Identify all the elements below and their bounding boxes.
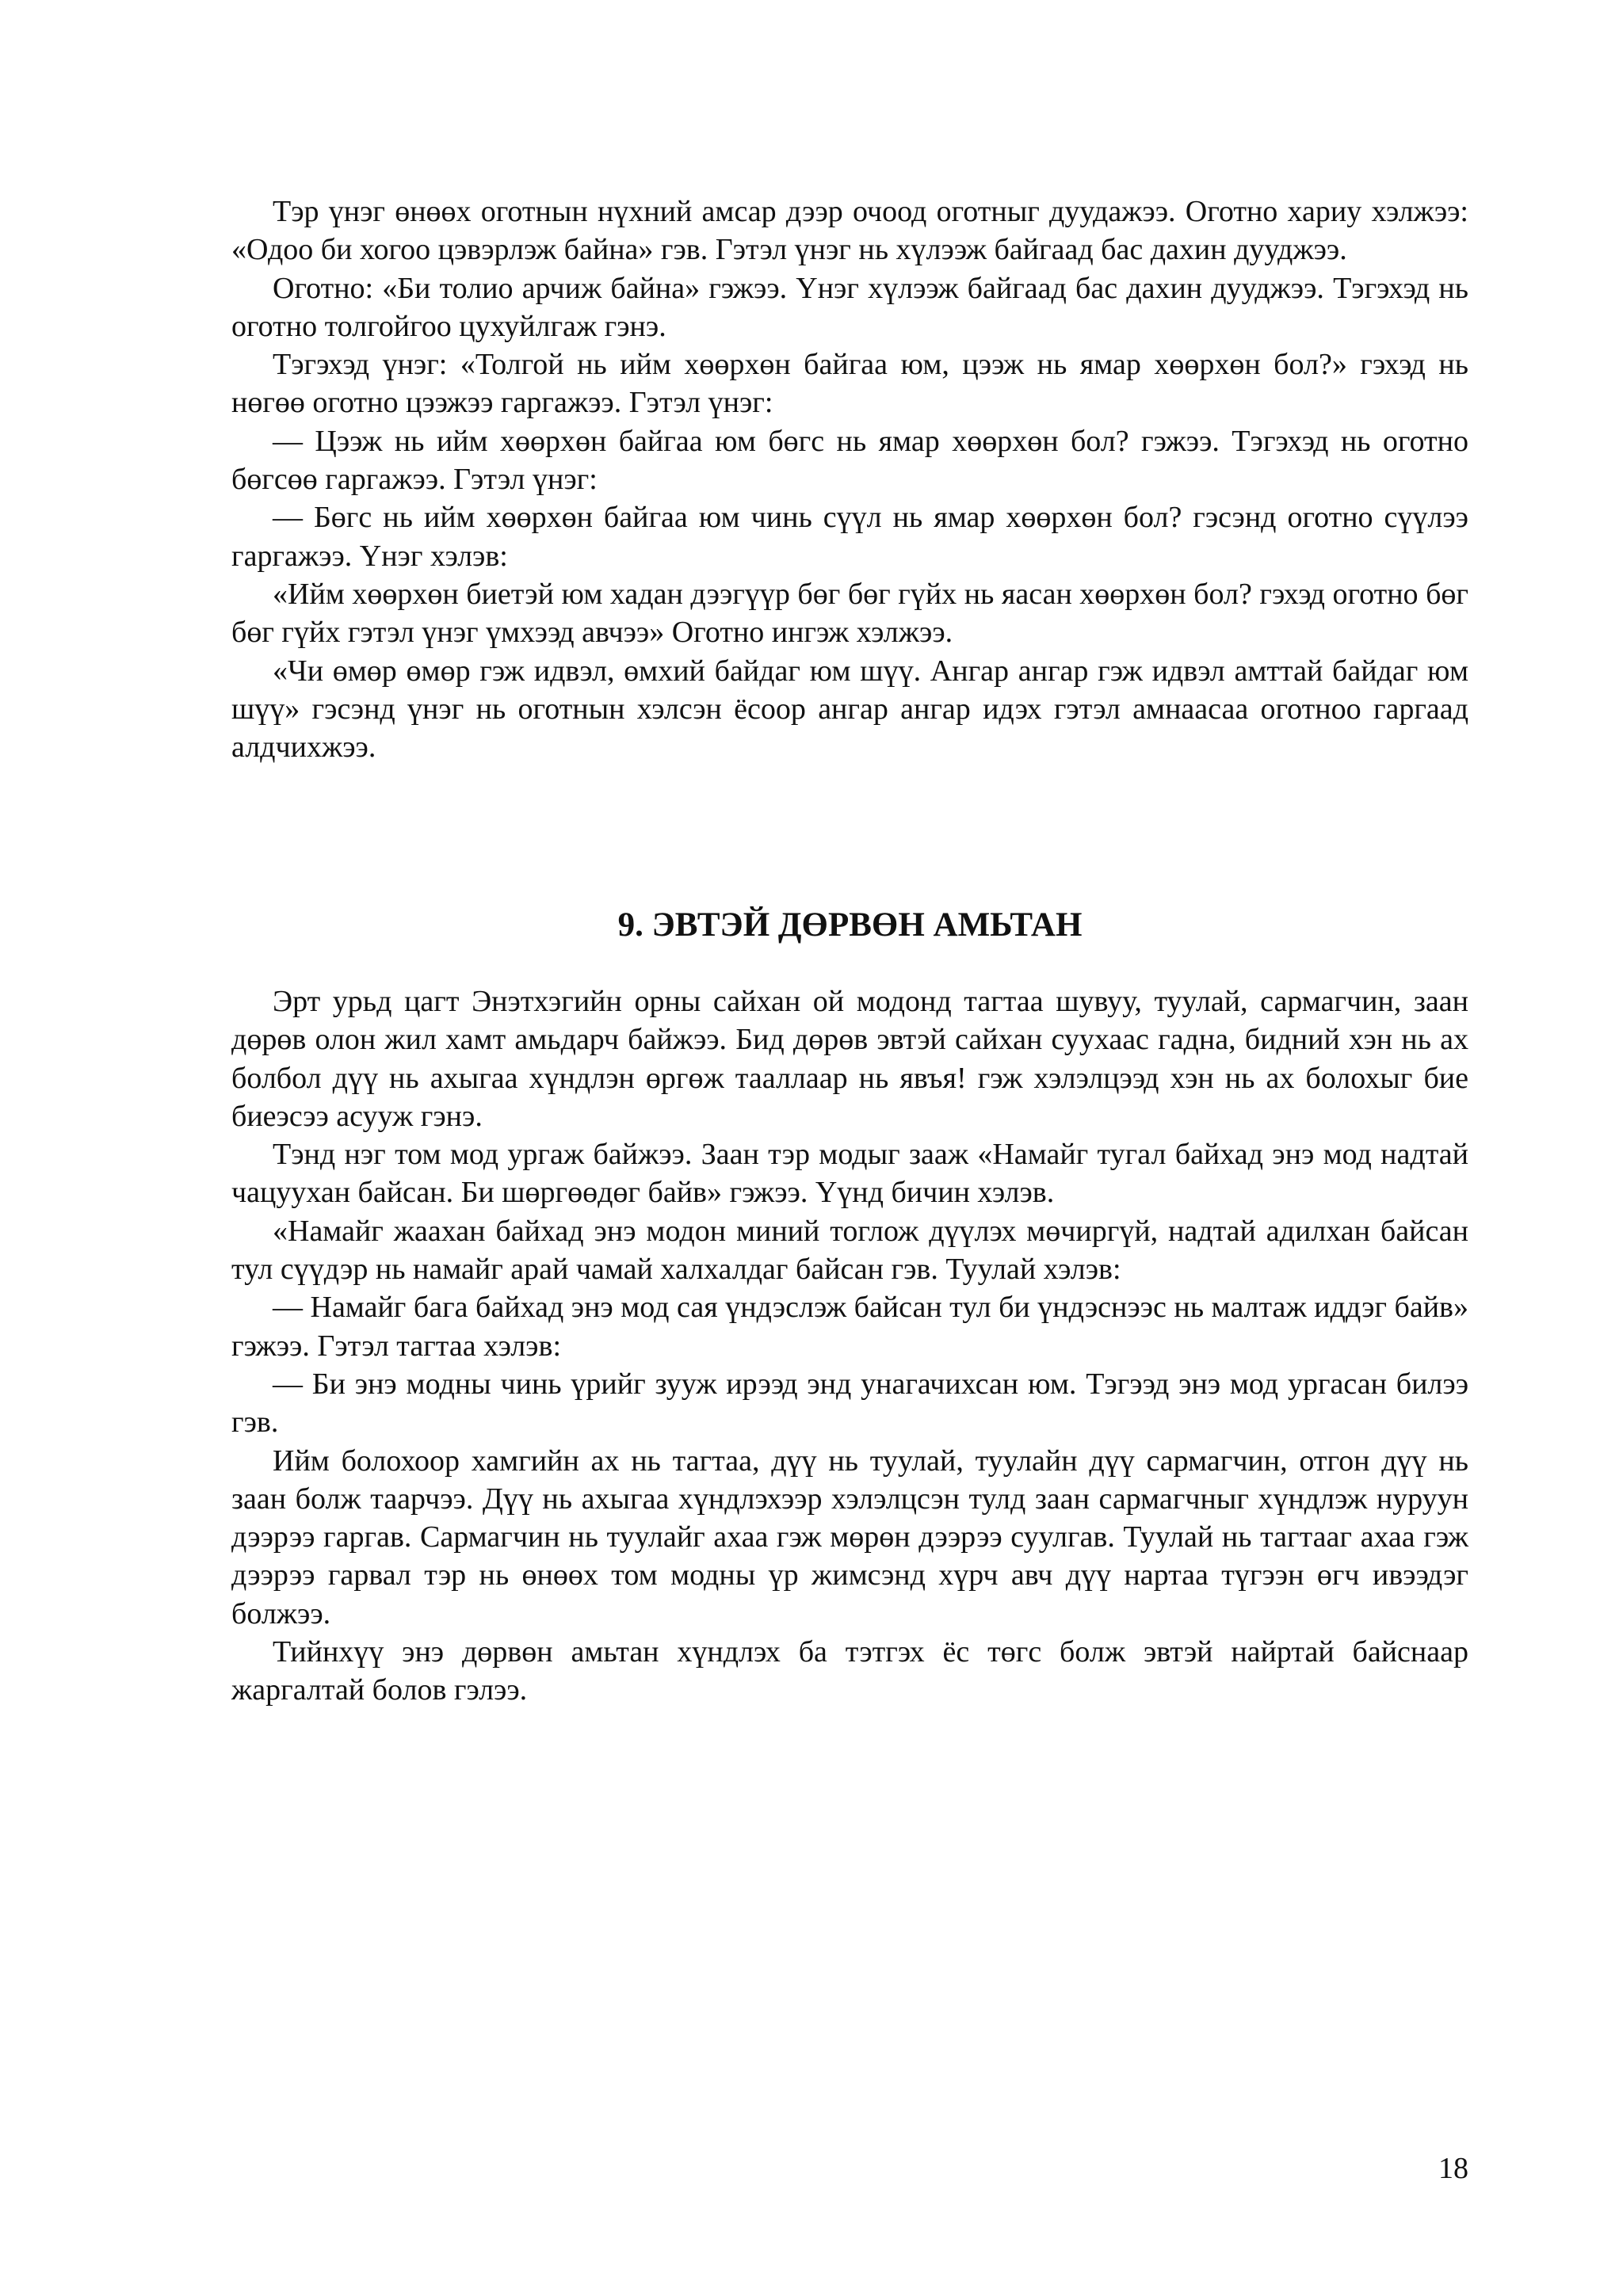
chapter-title: 9. ЭВТЭЙ ДӨРВӨН АМЬТАН	[617, 906, 1083, 944]
story-continuation	[231, 193, 1468, 766]
paragraph: Эрт урьд цагт Энэтхэгийн орны сайхан ой модонд тагтаа шувуу, туулай, сармагчин, заан дөрөв олон жил хамт амьдарч байжээ. Бид дөрөв эвтэй сайхан суухаас гадна, бидний хэн нь ах болбол дүү нь ахыгаа хүндлэн өргөж тааллаар нь явъя! гэж хэлэлцээд хэн нь ах болохыг бие биеэсээ асууж гэнэ.	[231, 985, 1468, 1133]
paragraph: «Намайг жаахан байхад энэ модон миний тоглож дүүлэх мөчиргүй, надтай адилхан байсан тул сүүдэр нь намайг арай чамай халхалдаг байсан гэв. Туулай хэлэв:	[231, 1214, 1468, 1287]
paragraph: Тийнхүү энэ дөрвөн амьтан хүндлэх ба тэтгэх ёс төгс болж эвтэй найртай байснаар жаргалтай болов гэлээ.	[231, 1635, 1468, 1707]
page-number: 18	[1438, 2152, 1468, 2185]
paragraph: «Чи өмөр өмөр гэж идвэл, өмхий байдаг юм шүү. Ангар ангар гэж идвэл амттай байдаг юм шүү» гэсэнд үнэг нь оготнын хэлсэн ёсоор ангар ангар идэх гэтэл амнаасаа оготноо гаргаад алдчихжээ.	[231, 654, 1468, 765]
paragraph: Ийм болохоор хамгийн ах нь тагтаа, дүү нь туулай, туулайн дүү сармагчин, отгон дүү нь заан болж таарчээ. Дүү нь ахыгаа хүндлэхээр хэлэлцсэн тулд заан сармагчныг хүндлэж нуруун дээрээ гаргав. Сармагчин нь туулайг ахаа гэж мөрөн дээрээ суулгав. Туулай нь тагтааг ахаа гэж дээрээ гарвал тэр нь өнөөх том модны үр жимсэнд хүрч авч дүү нартаа түгээн өгч ивээдэг болжээ.	[231, 1444, 1468, 1630]
paragraph: «Ийм хөөрхөн биетэй юм хадан дээгүүр бөг бөг гүйх нь яасан хөөрхөн бол? гэхэд оготно бөг бөг гүйх гэтэл үнэг үмхээд авчээ» Оготно ингэж хэлжээ.	[231, 577, 1468, 650]
paragraph: Оготно: «Би толио арчиж байна» гэжээ. Үнэг хүлээж байгаад бас дахин дууджээ. Тэгэхэд нь оготно толгойгоо цухуйлгаж гэнэ.	[231, 271, 1468, 343]
paragraph: Тэнд нэг том мод ургаж байжээ. Заан тэр модыг зааж «Намайг тугал байхад энэ мод надтай чацуухан байсан. Би шөргөөдөг байв» гэжээ. Үүнд бичин хэлэв.	[231, 1138, 1468, 1210]
paragraph: Тэгэхэд үнэг: «Толгой нь ийм хөөрхөн байгаа юм, цээж нь ямар хөөрхөн бол?» гэхэд нь нөгөө оготно цээжээ гаргажээ. Гэтэл үнэг:	[231, 348, 1468, 420]
chapter-body	[231, 982, 1468, 1710]
paragraph: Тэр үнэг өнөөх оготнын нүхний амсар дээр очоод оготныг дуудажээ. Оготно хариу хэлжээ: «Одоо би хогоо цэвэрлэж байна» гэв. Гэтэл үнэг нь хүлээж байгаад бас дахин дууджээ.	[231, 195, 1468, 267]
paragraph: — Намайг бага байхад энэ мод сая үндэслэж байсан тул би үндэснээс нь малтаж иддэг байв» гэжээ. Гэтэл тагтаа хэлэв:	[231, 1291, 1468, 1363]
paragraph: — Би энэ модны чинь үрийг зууж ирээд энд унагачихсан юм. Тэгээд энэ мод ургасан билээ гэв.	[231, 1367, 1468, 1440]
paragraph: — Бөгс нь ийм хөөрхөн байгаа юм чинь сүүл нь ямар хөөрхөн бол? гэсэнд оготно сүүлээ гаргажээ. Үнэг хэлэв:	[231, 501, 1468, 573]
paragraph: — Цээж нь ийм хөөрхөн байгаа юм бөгс нь ямар хөөрхөн бол? гэжээ. Тэгэхэд нь оготно бөгсөө гаргажээ. Гэтэл үнэг:	[231, 424, 1468, 497]
